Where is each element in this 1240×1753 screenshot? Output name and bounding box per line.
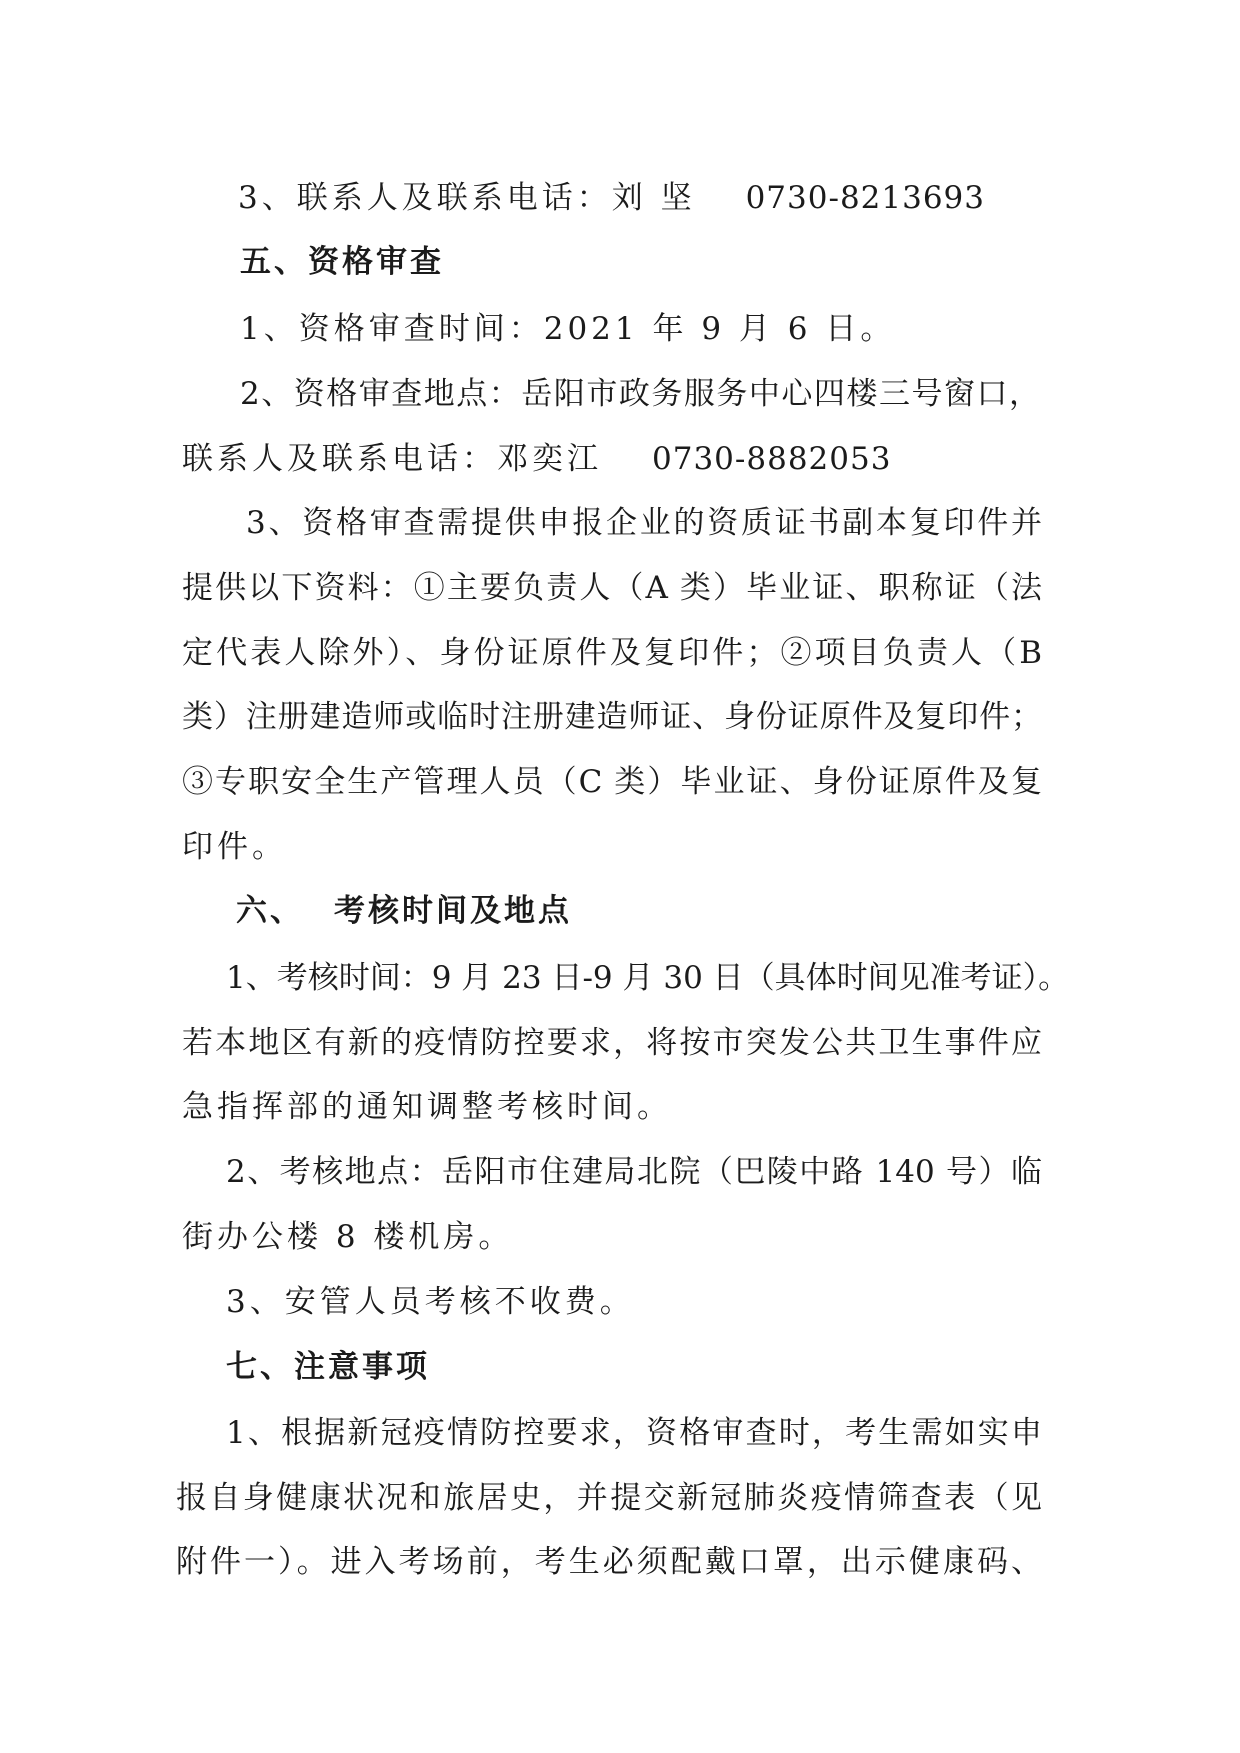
sec7-item1-line2: 报自身健康状况和旅居史，并提交新冠肺炎疫情筛查表（见 [176,1480,1042,1516]
sec5-item2-line2 [182,439,891,479]
sec6-item2-line2: 街办公楼 8 楼机房。 [182,1219,514,1255]
sec6-item2-line1: 2、考核地点：岳阳市住建局北院（巴陵中路 140 号）临 [226,1154,1042,1190]
sec6-item1-line1: 1、考核时间：9 月 23 日-9 月 30 日（具体时间见准考证）。 [226,960,1070,996]
contact-text: 3、联系人及联系电话：刘 坚 [238,180,696,216]
section-6-heading [236,891,572,931]
sec5-item3-line2: 提供以下资料：①主要负责人（A 类）毕业证、职称证（法 [182,570,1042,606]
contact-phone: 0730-8213693 [745,180,986,216]
contact-phone: 0730-8882053 [652,441,892,477]
sec6-item3: 3、安管人员考核不收费。 [226,1284,635,1320]
contact-line [238,178,985,218]
sec6-item1-line2: 若本地区有新的疫情防控要求，将按市突发公共卫生事件应 [182,1025,1042,1061]
section-5-heading: 五、资格审查 [240,244,444,280]
sec7-item1-line3: 附件一）。进入考场前，考生必须配戴口罩，出示健康码、 [176,1544,1042,1580]
sec7-item1-line1: 1、根据新冠疫情防控要求，资格审查时，考生需如实申 [226,1415,1042,1451]
sec5-item3-line4: 类）注册建造师或临时注册建造师证、身份证原件及复印件； [182,699,1042,735]
sec5-item3-line1: 3、资格审查需提供申报企业的资质证书副本复印件并 [246,505,1042,541]
sec5-item3-line5: ③专职安全生产管理人员（C 类）毕业证、身份证原件及复 [182,764,1042,800]
section-6-title: 考核时间及地点 [334,893,572,929]
sec5-item2-line1: 2、资格审查地点：岳阳市政务服务中心四楼三号窗口， [240,376,1040,412]
section-6-number: 六、 [236,893,304,929]
contact-text: 联系人及联系电话：邓奕江 [182,441,602,477]
section-7-heading: 七、注意事项 [226,1349,430,1385]
sec6-item1-line3: 急指挥部的通知调整考核时间。 [182,1089,672,1125]
sec5-item1: 1、资格审查时间：2021 年 9 月 6 日。 [240,311,896,347]
sec5-item3-line6: 印件。 [182,829,287,865]
sec5-item3-line3: 定代表人除外）、身份证原件及复印件；②项目负责人（B [182,635,1042,671]
